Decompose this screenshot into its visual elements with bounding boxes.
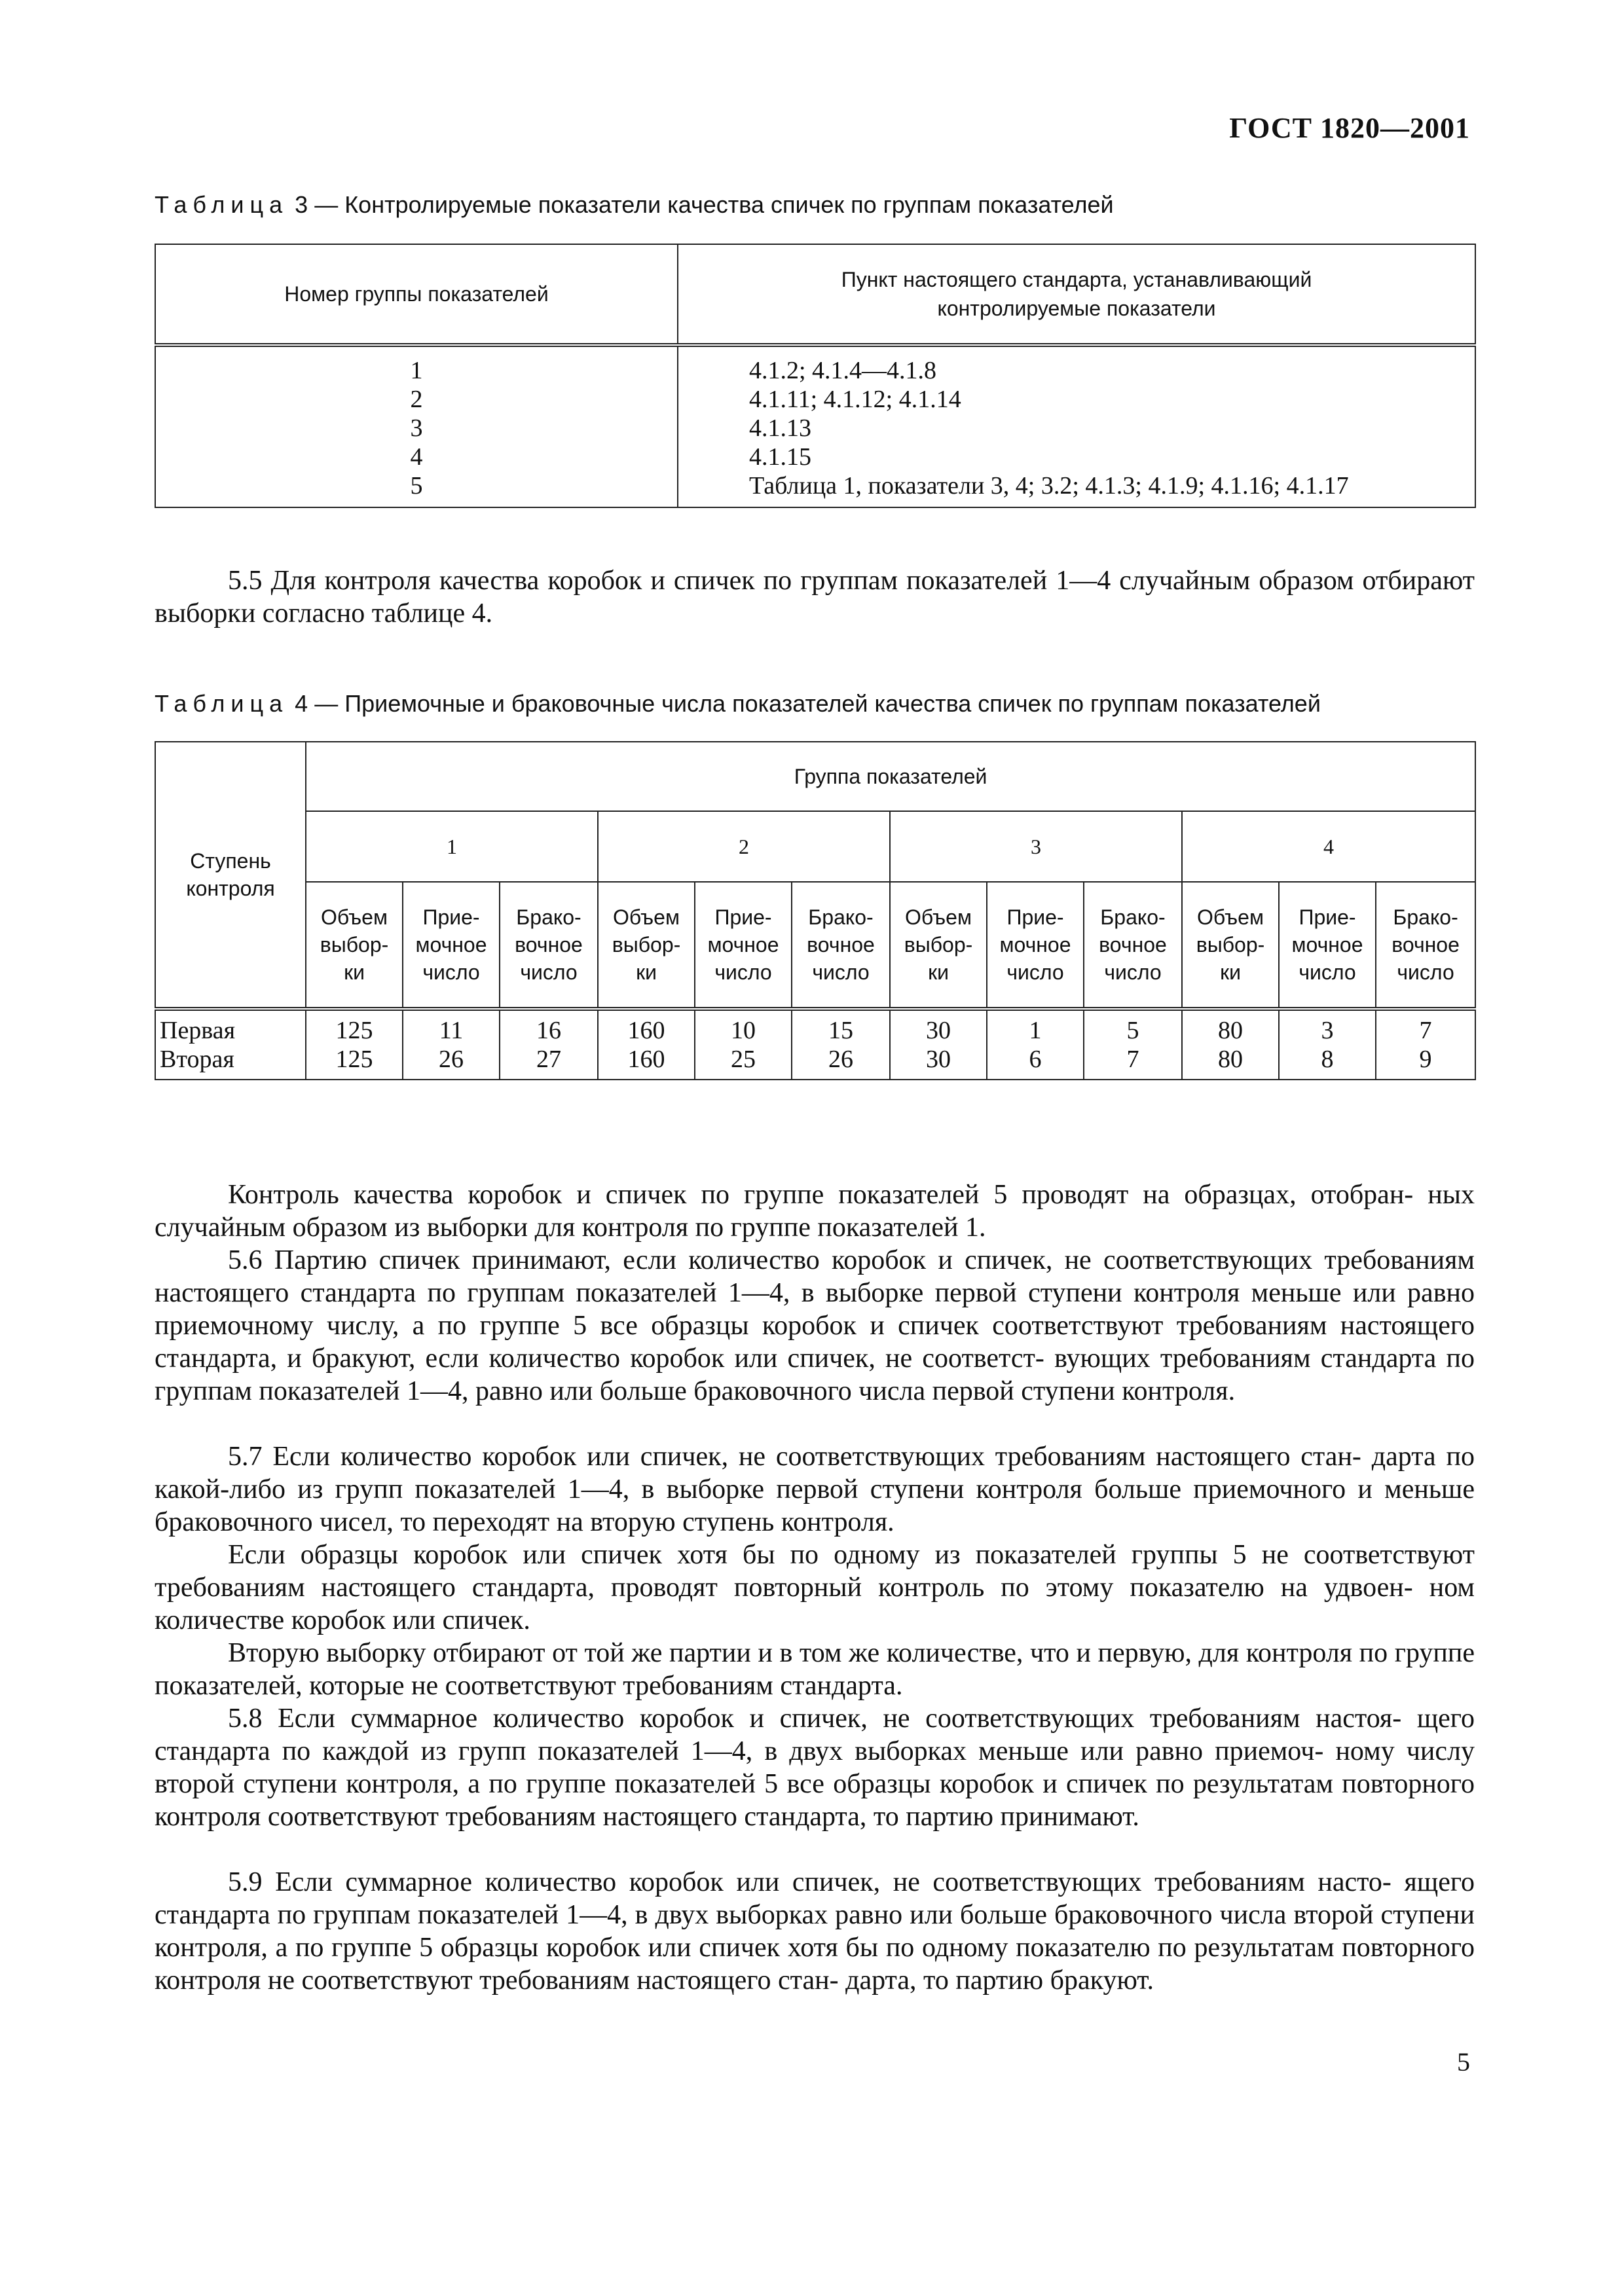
table-cell: 3 <box>410 414 423 442</box>
table4-group-2: 2 <box>598 811 890 882</box>
table4-subheader-accept: Прие- мочное число <box>987 882 1084 1009</box>
table4-caption-prefix: Таблица <box>155 690 289 717</box>
paragraph-5-5: 5.5 Для контроля качества коробок и спичек по группам показателей 1—4 случайным образом отбирают выборки согласно таблице 4. <box>155 566 1475 629</box>
table-cell: 30 30 <box>890 1009 987 1080</box>
table-cell: 160 160 <box>598 1009 695 1080</box>
table4-subheader-accept: Прие- мочное число <box>403 882 500 1009</box>
table4-subheader-volume: Объем выбор- ки <box>306 882 403 1009</box>
table-4 <box>155 741 1476 1080</box>
paragraph-5-9: 5.9 Если суммарное количество коробок или спичек, не соответствующих требованиям насто- ящего стандарта по группам показателей 1—4, в двух выборках равно или больше браковочного числа второй ступени контроля, а по группе 5 образцы коробок или спичек хотя бы по одному показателю по результатам повторного контроля не соответствуют требованиям настоящего стан- дарта, то партию бракуют. <box>155 1867 1475 1995</box>
table4-header-row-2 <box>155 811 1475 882</box>
table-cell: 4 <box>410 443 423 471</box>
table-cell: 4.1.11; 4.1.12; 4.1.14 <box>749 386 961 413</box>
table4-group-header: Группа показателей <box>306 742 1475 811</box>
table4-stage-header: Ступень контроля <box>155 742 306 1009</box>
table4-subheader-reject: Брако- вочное число <box>792 882 890 1009</box>
page-number: 5 <box>1457 2047 1470 2077</box>
table4-subheader-reject: Брако- вочное число <box>1376 882 1475 1009</box>
paragraph-group5-control: Контроль качества коробок и спичек по группе показателей 5 проводят на образцах, отобран- ных случайным образом из выборки для контроля по группе показателей 1. <box>155 1180 1475 1243</box>
table-cell: 125 125 <box>306 1009 403 1080</box>
table3-header-row <box>155 244 1475 345</box>
table4-subheader-volume: Объем выбор- ки <box>1182 882 1279 1009</box>
table4-subheader-reject: Брако- вочное число <box>500 882 598 1009</box>
table-cell: 2 <box>410 386 423 413</box>
table-cell: 1 6 <box>987 1009 1084 1080</box>
document-id: ГОСТ 1820—2001 <box>1229 112 1470 144</box>
table4-row-stage: Первая Вторая <box>155 1009 306 1080</box>
table3-col2-header: Пункт настоящего стандарта, устанавливающий контролируемые показатели <box>678 244 1475 345</box>
table4-subheader-volume: Объем выбор- ки <box>890 882 987 1009</box>
table4-group-4: 4 <box>1182 811 1475 882</box>
table-cell: 4.1.2; 4.1.4—4.1.8 <box>749 357 937 384</box>
table-cell: 5 7 <box>1084 1009 1182 1080</box>
table-cell: 5 <box>410 472 423 500</box>
table3-body-row <box>155 345 1475 507</box>
table-cell: 80 80 <box>1182 1009 1279 1080</box>
table-cell: 7 9 <box>1376 1009 1475 1080</box>
table4-caption-text: 4 — Приемочные и браковочные числа показателей качества спичек по группам показателей <box>295 690 1321 717</box>
table3-group-numbers <box>155 345 678 507</box>
table-cell: 3 8 <box>1279 1009 1376 1080</box>
table4-group-3: 3 <box>890 811 1182 882</box>
table-cell: 11 26 <box>403 1009 500 1080</box>
table4-subheader-reject: Брако- вочное число <box>1084 882 1182 1009</box>
paragraph-5-8: 5.8 Если суммарное количество коробок и спичек, не соответствующих требованиям настоя- щего стандарта по каждой из групп показателей 1—4, в двух выборках меньше или равно приемоч- ному числу второй ступени контроля, а по группе показателей 5 все образцы коробок и спичек по результатам повторного контроля соответствуют требованиям настоящего стандарта, то партию принимают. <box>155 1704 1475 1832</box>
table4-header-row-1 <box>155 742 1475 811</box>
table4-subheader-accept: Прие- мочное число <box>695 882 792 1009</box>
table3-caption-prefix: Таблица <box>155 191 289 218</box>
table4-subheader-accept: Прие- мочное число <box>1279 882 1376 1009</box>
table3-col1-header: Номер группы показателей <box>155 244 678 345</box>
table4-subheader-volume: Объем выбор- ки <box>598 882 695 1009</box>
paragraph-5-7-third: Вторую выборку отбирают от той же партии и в том же количестве, что и первую, для контроля по группе показателей, которые не соответствуют требованиям стандарта. <box>155 1638 1475 1701</box>
table-cell: 15 26 <box>792 1009 890 1080</box>
paragraph-5-6: 5.6 Партию спичек принимают, если количество коробок и спичек, не соответствующих требованиям настоящего стандарта по группам показателей 1—4, в выборке первой ступени контроля меньше или равно приемочному числу, а по группе 5 все образцы коробок и спичек соответствуют требованиям настоящего стандарта, и бракуют, если количество коробок или спичек, не соответст- вующих требованиям стандарта по группам показателей 1—4, равно или больше браковочного числа первой ступени контроля. <box>155 1245 1475 1406</box>
table3-clause-refs <box>678 345 1475 507</box>
table-3 <box>155 244 1476 508</box>
table-cell: 16 27 <box>500 1009 598 1080</box>
paragraph-5-7: 5.7 Если количество коробок или спичек, не соответствующих требованиям настоящего стан- дарта по какой-либо из групп показателей 1—4, в выборке первой ступени контроля больше приемочного и меньше браковочного чисел, то переходят на вторую ступень контроля. <box>155 1442 1475 1537</box>
table-cell: 4.1.15 <box>749 443 811 471</box>
table3-caption <box>155 191 1114 219</box>
table3-caption-text: 3 — Контролируемые показатели качества спичек по группам показателей <box>295 191 1114 218</box>
table-cell: 1 <box>410 357 423 384</box>
table-cell: 10 25 <box>695 1009 792 1080</box>
table4-caption <box>155 690 1321 718</box>
table-cell: 4.1.13 <box>749 414 811 442</box>
table-cell: Таблица 1, показатели 3, 4; 3.2; 4.1.3; 4.1.9; 4.1.16; 4.1.17 <box>749 472 1349 500</box>
table4-header-row-3 <box>155 882 1475 1009</box>
table-row <box>155 1009 1475 1080</box>
paragraph-5-7-second: Если образцы коробок или спичек хотя бы по одному из показателей группы 5 не соответствуют требованиям настоящего стандарта, проводят повторный контроль по этому показателю на удвоен- ном количестве коробок или спичек. <box>155 1540 1475 1635</box>
table4-group-1: 1 <box>306 811 598 882</box>
